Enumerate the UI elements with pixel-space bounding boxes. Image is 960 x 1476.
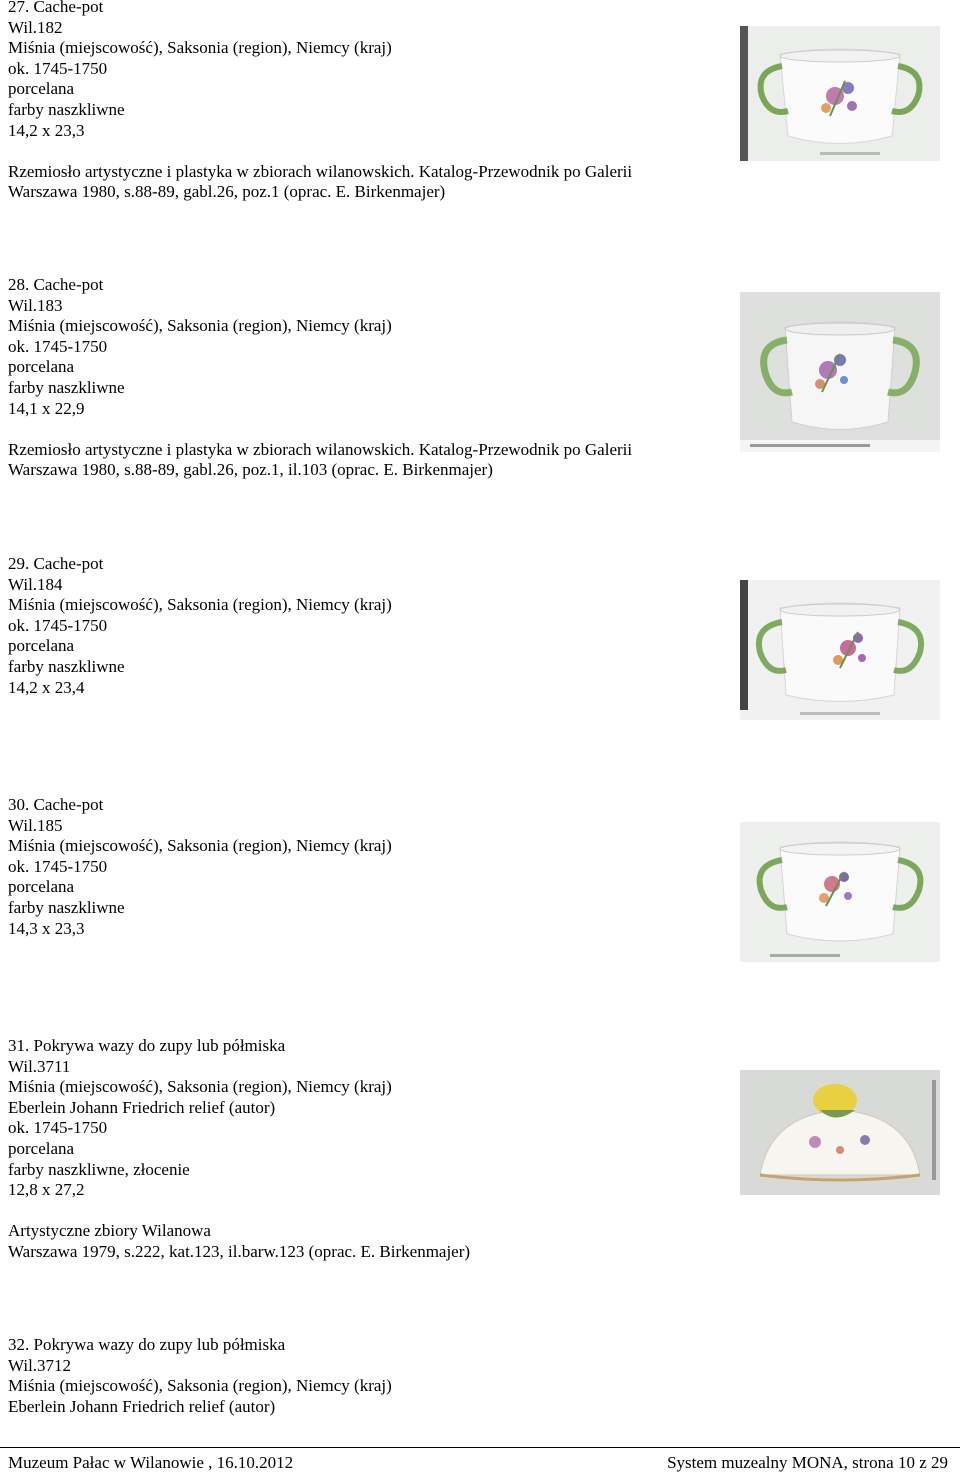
place-of-origin: Miśnia (miejscowość), Saksonia (region), Niemcy (kraj) [8,836,392,856]
footer-page-number: System muzealny MONA, strona 10 z 29 [667,1453,948,1472]
technique: farby naszkliwne [8,656,125,676]
bibliography-line: Rzemiosło artystyczne i plastyka w zbiorach wilanowskich. Katalog-Przewodnik po Galerii [8,439,633,459]
technique: farby naszkliwne [8,897,125,917]
entry-title: 29. Cache-pot [8,554,104,573]
cache-pot-photo [740,822,940,962]
catalog-entry [8,275,728,481]
bibliography-line: Warszawa 1979, s.222, kat.123, il.barw.123 (oprac. E. Birkenmajer) [8,1241,471,1261]
material: porcelana [8,79,75,99]
dimensions: 14,3 x 23,3 [8,918,85,938]
technique: farby naszkliwne [8,377,125,397]
dimensions: 14,2 x 23,4 [8,677,85,697]
entry-title: 28. Cache-pot [8,275,104,294]
catalog-entry [8,1036,728,1263]
entry-title: 32. Pokrywa wazy do zupy lub półmiska [8,1335,286,1354]
place-of-origin: Miśnia (miejscowość), Saksonia (region), Niemcy (kraj) [8,1376,392,1396]
catalog-entry [8,554,728,698]
bibliography-line: Artystyczne zbiory Wilanowa [8,1221,211,1241]
catalog-entry [8,795,728,939]
date: ok. 1745-1750 [8,58,108,78]
date: ok. 1745-1750 [8,1118,108,1138]
date: ok. 1745-1750 [8,336,108,356]
page-footer [0,1447,960,1476]
inventory-number: Wil.182 [8,17,63,37]
entry-title: 30. Cache-pot [8,795,104,814]
date: ok. 1745-1750 [8,615,108,635]
bibliography-line: Warszawa 1980, s.88-89, gabl.26, poz.1, il.103 (oprac. E. Birkenmajer) [8,460,493,480]
entry-title: 31. Pokrywa wazy do zupy lub półmiska [8,1036,286,1055]
material: porcelana [8,357,75,377]
cache-pot-photo [740,580,940,720]
technique: farby naszkliwne, złocenie [8,1159,190,1179]
dimensions: 14,1 x 22,9 [8,398,85,418]
material: porcelana [8,1138,75,1158]
catalog-entry [8,1335,728,1417]
dimensions: 14,2 x 23,3 [8,120,85,140]
date: ok. 1745-1750 [8,856,108,876]
material: porcelana [8,636,75,656]
bibliography-line: Rzemiosło artystyczne i plastyka w zbiorach wilanowskich. Katalog-Przewodnik po Galerii [8,161,633,181]
place-of-origin: Miśnia (miejscowość), Saksonia (region), Niemcy (kraj) [8,38,392,58]
dimensions: 12,8 x 27,2 [8,1180,85,1200]
place-of-origin: Miśnia (miejscowość), Saksonia (region), Niemcy (kraj) [8,595,392,615]
bibliography-line: Warszawa 1980, s.88-89, gabl.26, poz.1 (oprac. E. Birkenmajer) [8,182,446,202]
author: Eberlein Johann Friedrich relief (autor) [8,1097,276,1117]
inventory-number: Wil.185 [8,815,63,835]
footer-institution-date: Muzeum Pałac w Wilanowie , 16.10.2012 [8,1453,294,1472]
inventory-number: Wil.183 [8,295,63,315]
cache-pot-photo [740,292,940,452]
cache-pot-photo [740,26,940,161]
inventory-number: Wil.184 [8,574,63,594]
technique: farby naszkliwne [8,99,125,119]
place-of-origin: Miśnia (miejscowość), Saksonia (region), Niemcy (kraj) [8,1077,392,1097]
author: Eberlein Johann Friedrich relief (autor) [8,1396,276,1416]
entry-title: 27. Cache-pot [8,0,104,16]
place-of-origin: Miśnia (miejscowość), Saksonia (region), Niemcy (kraj) [8,316,392,336]
inventory-number: Wil.3712 [8,1355,72,1375]
inventory-number: Wil.3711 [8,1056,71,1076]
catalog-entry [8,0,728,203]
tureen-lid-photo [740,1070,940,1195]
material: porcelana [8,877,75,897]
